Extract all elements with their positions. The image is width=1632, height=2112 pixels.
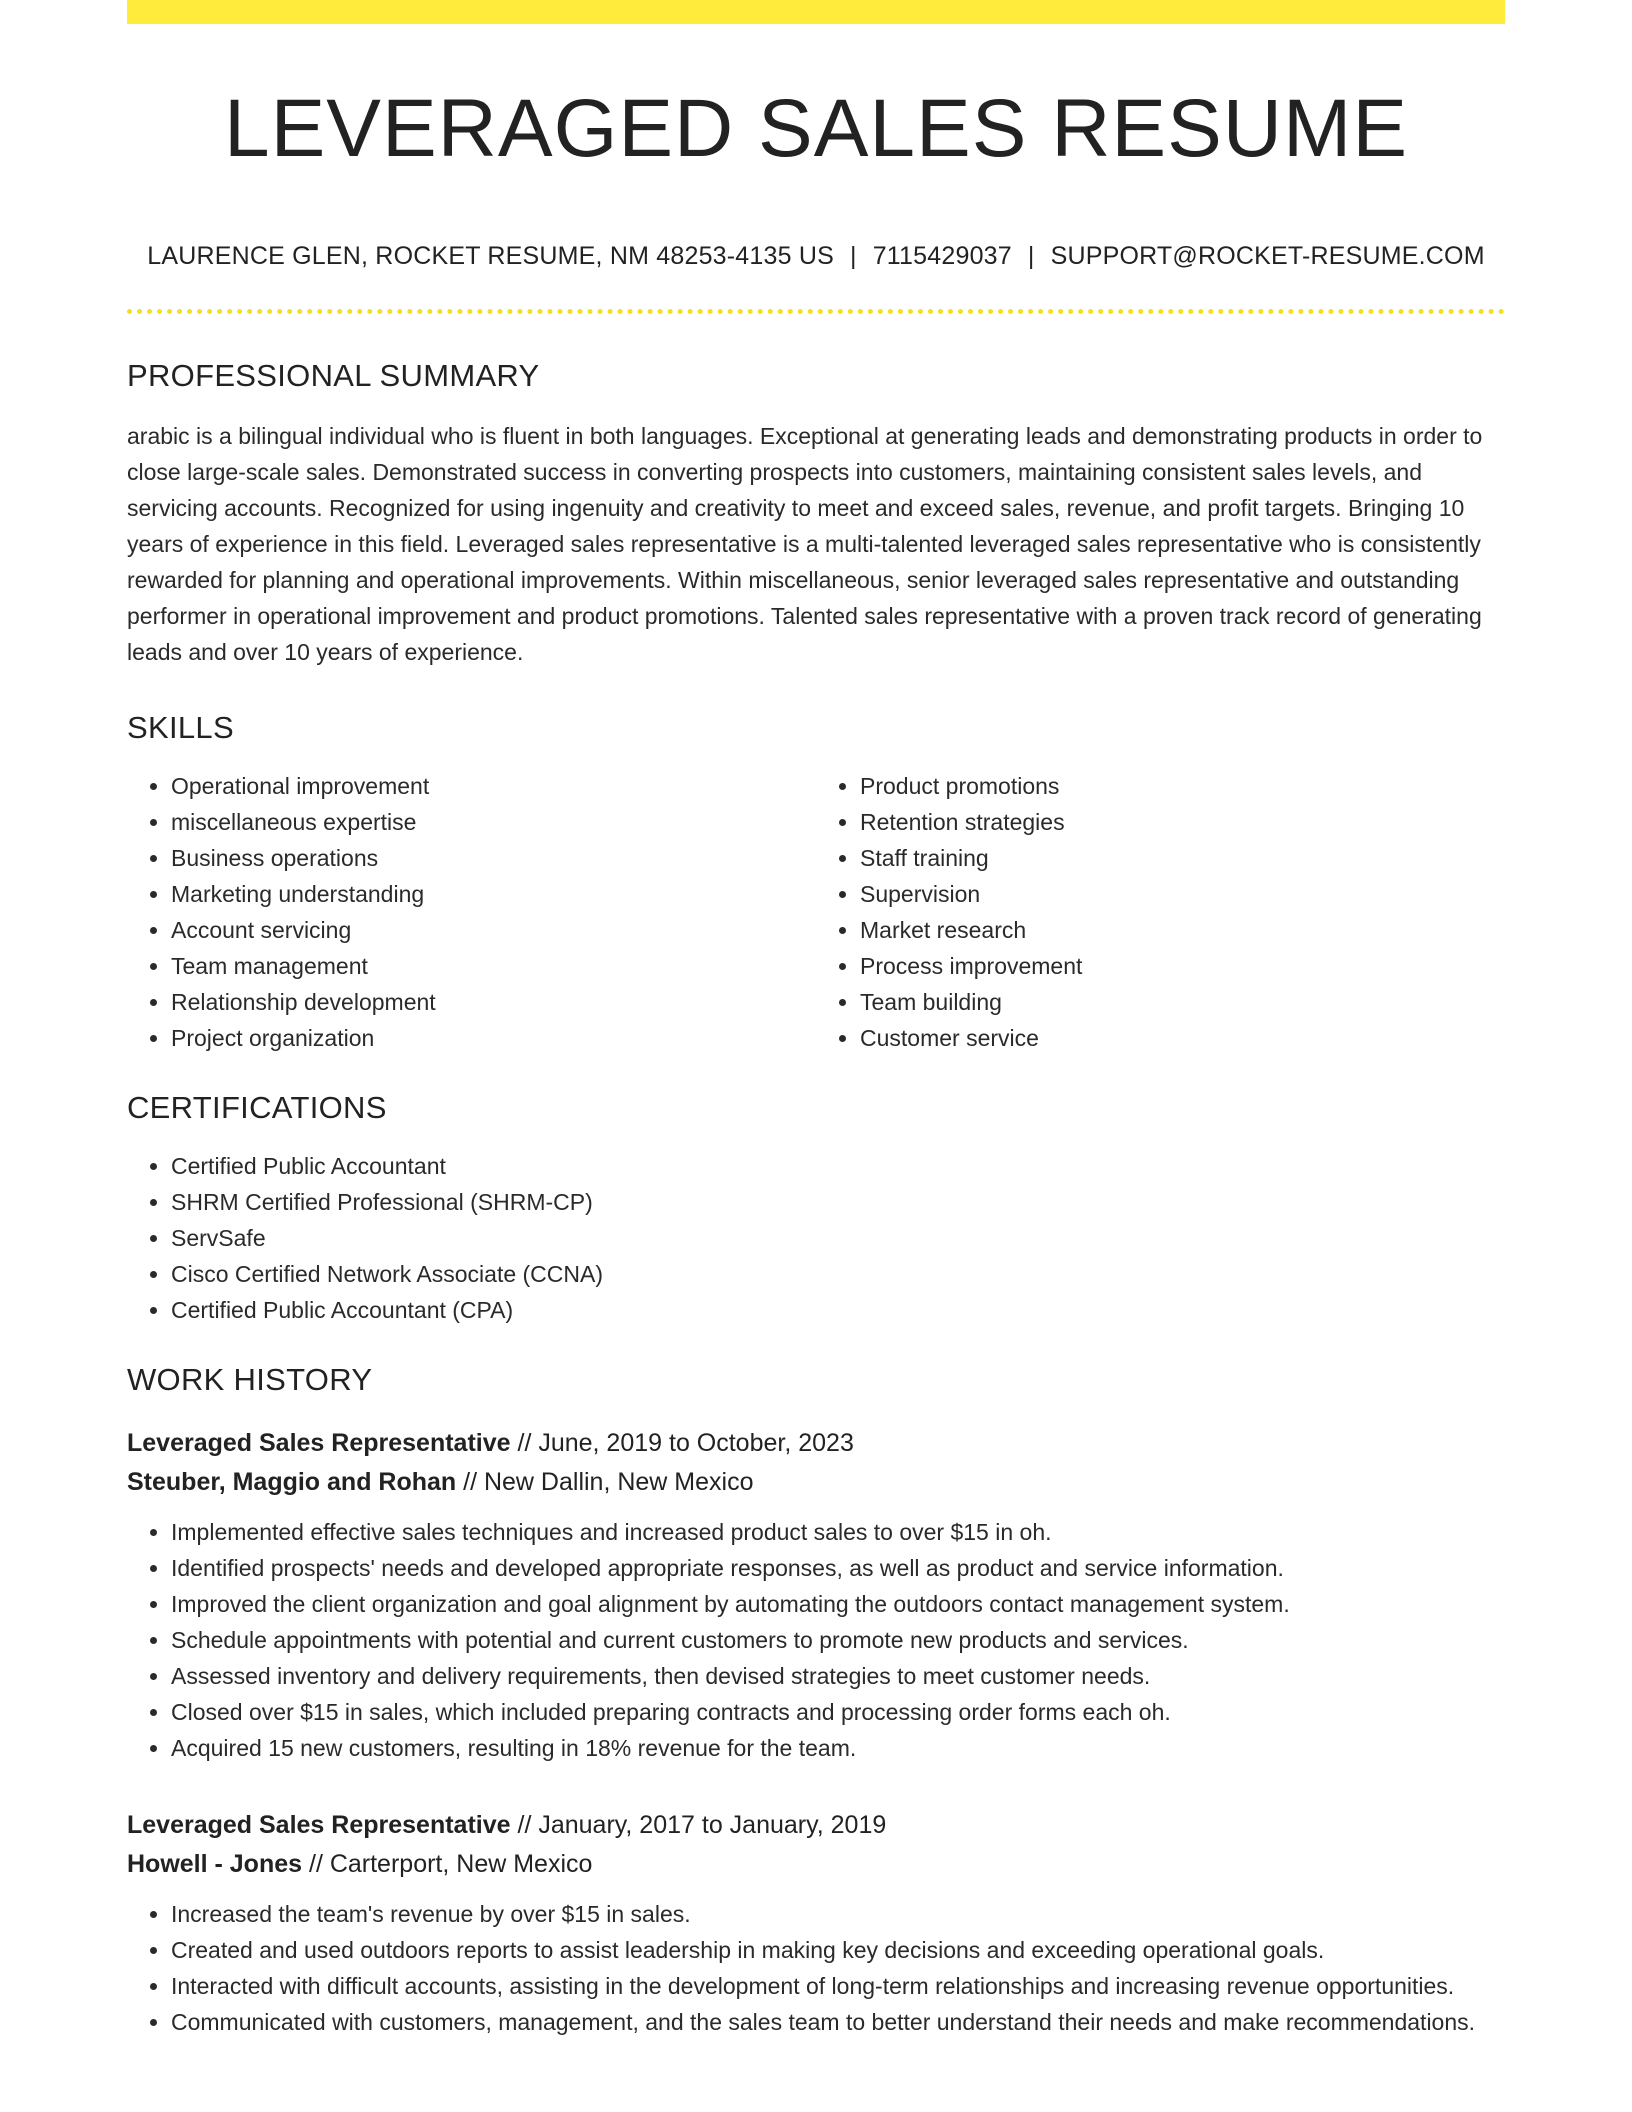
skill-item: • Project organization [171,1020,816,1056]
job-title: Leveraged Sales Representative [127,1429,511,1458]
job-bullet: • Identified prospects' needs and developed appropriate responses, as well as product and service information. [171,1550,1505,1586]
job-company: Steuber, Maggio and Rohan [127,1468,457,1497]
skill-item: • Relationship development [171,984,816,1020]
contact-address: LAURENCE GLEN, ROCKET RESUME, NM 48253-4135 US [147,242,834,271]
job-bullet: • Closed over $15 in sales, which included preparing contracts and processing order forms each oh. [171,1694,1505,1730]
skill-item: • Business operations [171,840,816,876]
certification-item: • ServSafe [171,1220,1505,1256]
contact-phone: 7115429037 [872,242,1012,271]
job-bullets [127,1896,1505,2040]
skill-item: • Product promotions [860,768,1505,804]
job-bullet: • Increased the team's revenue by over $15 in sales. [171,1896,1505,1932]
dotted-divider [127,309,1505,314]
job-location: // New Dallin, New Mexico [456,1468,754,1497]
job-dates: // January, 2017 to January, 2019 [510,1811,887,1840]
job-bullet: • Acquired 15 new customers, resulting in 18% revenue for the team. [171,1730,1505,1766]
skills-heading: SKILLS [127,710,234,746]
skill-item: • Supervision [860,876,1505,912]
job-bullet: • Schedule appointments with potential and current customers to promote new products and services. [171,1622,1505,1658]
contact-line [127,242,1505,271]
contact-email: SUPPORT@ROCKET-RESUME.COM [1050,242,1485,271]
job-title-line [127,1424,1505,1463]
skill-item: • Team building [860,984,1505,1020]
job-entry [127,1424,1505,1766]
skill-item: • Market research [860,912,1505,948]
accent-bar [127,0,1505,24]
certification-item: • Certified Public Accountant [171,1148,1505,1184]
resume-page [127,0,1505,2040]
job-title-line [127,1806,1505,1845]
certification-item: • SHRM Certified Professional (SHRM-CP) [171,1184,1505,1220]
job-entry [127,1806,1505,2040]
certifications-heading: CERTIFICATIONS [127,1090,387,1126]
job-bullet: • Assessed inventory and delivery requirements, then devised strategies to meet customer needs. [171,1658,1505,1694]
skill-item: • Account servicing [171,912,816,948]
summary-heading: PROFESSIONAL SUMMARY [127,358,540,394]
job-title: Leveraged Sales Representative [127,1811,511,1840]
certifications-list [127,1148,1505,1328]
job-company-line [127,1463,1505,1502]
job-company-line [127,1845,1505,1884]
summary-text: arabic is a bilingual individual who is fluent in both languages. Exceptional at generating leads and demonstrating products in order to close large-scale sales. Demonstrated success in converting prospects into customers, maintaining consistent sales levels, and servicing accounts. Recognized for using ingenuity and creativity to meet and exceed sales, revenue, and profit targets. Bringing 10 years of experience in this field. Leveraged sales representative is a multi-talented leveraged sales representative who is consistently rewarded for planning and operational improvements. Within miscellaneous, senior leveraged sales representative and outstanding performer in operational improvement and product promotions. Talented sales representative with a proven track record of generating leads and over 10 years of experience. [127,423,1483,666]
skills-list-right [816,768,1505,1056]
page-title: LEVERAGED SALES RESUME [223,83,1409,174]
skill-item: • Process improvement [860,948,1505,984]
job-bullet: • Created and used outdoors reports to assist leadership in making key decisions and exceeding operational goals. [171,1932,1505,1968]
job-company: Howell - Jones [127,1850,303,1879]
skills-list-left [127,768,816,1056]
work-history-heading: WORK HISTORY [127,1362,373,1398]
job-bullet: • Communicated with customers, management, and the sales team to better understand their needs and make recommendations. [171,2004,1505,2040]
job-bullet: • Interacted with difficult accounts, assisting in the development of long-term relationships and increasing revenue opportunities. [171,1968,1505,2004]
skill-item: • Team management [171,948,816,984]
job-location: // Carterport, New Mexico [302,1850,593,1879]
skill-item: • Customer service [860,1020,1505,1056]
skill-item: • Operational improvement [171,768,816,804]
job-bullets [127,1514,1505,1766]
skill-item: • Staff training [860,840,1505,876]
certification-item: • Certified Public Accountant (CPA) [171,1292,1505,1328]
contact-separator: | [1027,242,1035,271]
certification-item: • Cisco Certified Network Associate (CCNA) [171,1256,1505,1292]
skill-item: • miscellaneous expertise [171,804,816,840]
job-bullet: • Improved the client organization and goal alignment by automating the outdoors contact management system. [171,1586,1505,1622]
skill-item: • Retention strategies [860,804,1505,840]
contact-separator: | [850,242,857,271]
job-bullet: • Implemented effective sales techniques and increased product sales to over $15 in oh. [171,1514,1505,1550]
skill-item: • Marketing understanding [171,876,816,912]
skills-grid [127,768,1505,1056]
job-dates: // June, 2019 to October, 2023 [510,1429,854,1458]
